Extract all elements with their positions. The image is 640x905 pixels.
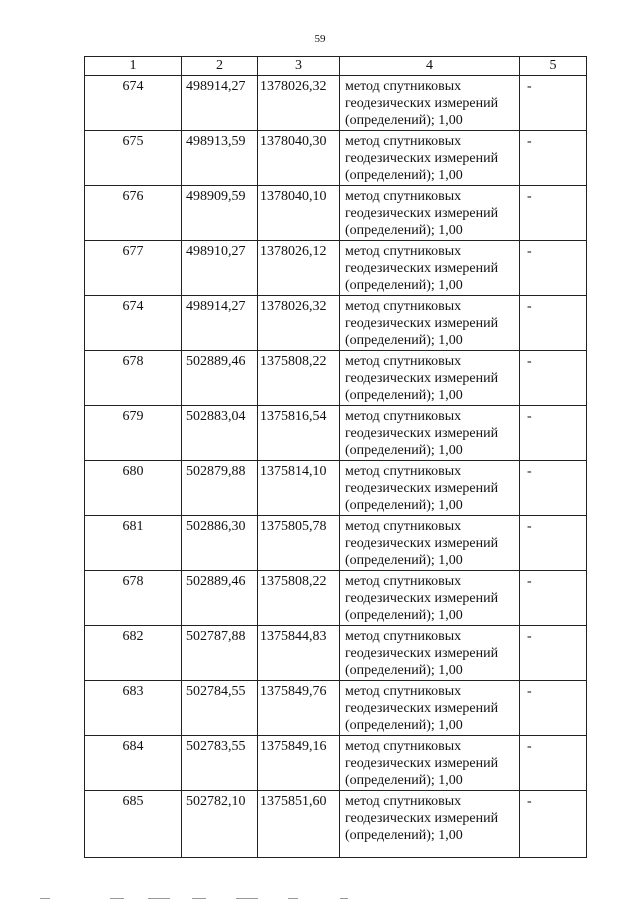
point-number-cell: 678 [85,351,182,406]
table-row [85,626,587,681]
method-text-line: (определений); 1,00 [345,113,463,128]
y-coordinate-cell: 1375808,22 [258,571,340,626]
table-row [85,241,587,296]
method-cell [340,516,520,571]
note-cell: - [520,461,587,516]
method-text-line: (определений); 1,00 [345,168,463,183]
method-text-line: метод спутниковых [345,574,462,589]
table-row [85,571,587,626]
method-text-line: геодезических измерений [345,701,499,716]
y-coordinate-cell: 1375816,54 [258,406,340,461]
method-cell [340,296,520,351]
method-text-line: (определений); 1,00 [345,718,463,733]
note-cell: - [520,131,587,186]
method-text-line: метод спутниковых [345,79,462,94]
x-coordinate-cell: 502889,46 [182,571,258,626]
method-text-line: геодезических измерений [345,591,499,606]
method-text-line: геодезических измерений [345,316,499,331]
column-header-2: 2 [182,57,258,76]
y-coordinate-cell: 1375814,10 [258,461,340,516]
x-coordinate-cell: 498910,27 [182,241,258,296]
page-number: 59 [314,33,326,45]
method-text-line: метод спутниковых [345,409,462,424]
x-coordinate-cell: 502879,88 [182,461,258,516]
method-text-line: геодезических измерений [345,646,499,661]
table-row [85,681,587,736]
method-cell [340,186,520,241]
y-coordinate-cell: 1375849,76 [258,681,340,736]
x-coordinate-cell: 502783,55 [182,736,258,791]
table-row [85,406,587,461]
x-coordinate-cell: 498913,59 [182,131,258,186]
method-text-line: (определений); 1,00 [345,553,463,568]
point-number-cell: 684 [85,736,182,791]
method-cell [340,736,520,791]
method-cell [340,571,520,626]
x-coordinate-cell: 502782,10 [182,791,258,858]
method-cell [340,351,520,406]
column-header-4: 4 [340,57,520,76]
y-coordinate-cell: 1378026,32 [258,296,340,351]
note-cell: - [520,406,587,461]
note-cell: - [520,791,587,858]
point-number-cell: 680 [85,461,182,516]
table-row [85,791,587,858]
column-header-5: 5 [520,57,587,76]
point-number-cell: 675 [85,131,182,186]
table-row [85,131,587,186]
method-text-line: метод спутниковых [345,354,462,369]
method-text-line: (определений); 1,00 [345,498,463,513]
note-cell: - [520,241,587,296]
y-coordinate-cell: 1375849,16 [258,736,340,791]
table-header-row [85,57,587,76]
method-text-line: (определений); 1,00 [345,443,463,458]
note-cell: - [520,186,587,241]
method-text-line: метод спутниковых [345,739,462,754]
method-cell [340,76,520,131]
y-coordinate-cell: 1378026,12 [258,241,340,296]
method-text-line: геодезических измерений [345,426,499,441]
method-text-line: метод спутниковых [345,244,462,259]
x-coordinate-cell: 498909,59 [182,186,258,241]
method-text-line: (определений); 1,00 [345,663,463,678]
method-text-line: метод спутниковых [345,684,462,699]
y-coordinate-cell: 1378026,32 [258,76,340,131]
point-number-cell: 682 [85,626,182,681]
table-row [85,186,587,241]
table-row [85,736,587,791]
point-number-cell: 681 [85,516,182,571]
note-cell: - [520,351,587,406]
x-coordinate-cell: 502787,88 [182,626,258,681]
table-row [85,351,587,406]
method-cell [340,791,520,858]
y-coordinate-cell: 1375844,83 [258,626,340,681]
method-text-line: метод спутниковых [345,464,462,479]
method-text-line: метод спутниковых [345,629,462,644]
method-text-line: (определений); 1,00 [345,773,463,788]
x-coordinate-cell: 498914,27 [182,296,258,351]
y-coordinate-cell: 1378040,30 [258,131,340,186]
method-text-line: геодезических измерений [345,811,499,826]
x-coordinate-cell: 498914,27 [182,76,258,131]
table-row [85,296,587,351]
method-cell [340,406,520,461]
point-number-cell: 678 [85,571,182,626]
note-cell: - [520,626,587,681]
x-coordinate-cell: 502883,04 [182,406,258,461]
y-coordinate-cell: 1375808,22 [258,351,340,406]
column-header-1: 1 [85,57,182,76]
point-number-cell: 677 [85,241,182,296]
point-number-cell: 679 [85,406,182,461]
x-coordinate-cell: 502784,55 [182,681,258,736]
table-row [85,76,587,131]
method-cell [340,131,520,186]
note-cell: - [520,516,587,571]
table-row [85,461,587,516]
table-row [85,516,587,571]
point-number-cell: 676 [85,186,182,241]
y-coordinate-cell: 1375851,60 [258,791,340,858]
y-coordinate-cell: 1378040,10 [258,186,340,241]
method-text-line: (определений); 1,00 [345,828,463,843]
point-number-cell: 685 [85,791,182,858]
method-text-line: (определений); 1,00 [345,278,463,293]
method-text-line: геодезических измерений [345,206,499,221]
method-text-line: (определений); 1,00 [345,608,463,623]
method-text-line: метод спутниковых [345,189,462,204]
method-cell [340,461,520,516]
note-cell: - [520,571,587,626]
point-number-cell: 674 [85,76,182,131]
method-text-line: геодезических измерений [345,261,499,276]
method-text-line: метод спутниковых [345,794,462,809]
x-coordinate-cell: 502889,46 [182,351,258,406]
method-text-line: (определений); 1,00 [345,333,463,348]
point-number-cell: 683 [85,681,182,736]
note-cell: - [520,76,587,131]
x-coordinate-cell: 502886,30 [182,516,258,571]
note-cell: - [520,681,587,736]
method-text-line: геодезических измерений [345,151,499,166]
note-cell: - [520,296,587,351]
point-number-cell: 674 [85,296,182,351]
y-coordinate-cell: 1375805,78 [258,516,340,571]
method-text-line: метод спутниковых [345,134,462,149]
method-cell [340,681,520,736]
coordinates-table [84,56,587,858]
method-cell [340,241,520,296]
method-cell [340,626,520,681]
method-text-line: метод спутниковых [345,519,462,534]
method-text-line: геодезических измерений [345,756,499,771]
method-text-line: геодезических измерений [345,371,499,386]
method-text-line: метод спутниковых [345,299,462,314]
method-text-line: геодезических измерений [345,96,499,111]
column-header-3: 3 [258,57,340,76]
note-cell: - [520,736,587,791]
method-text-line: (определений); 1,00 [345,223,463,238]
method-text-line: геодезических измерений [345,481,499,496]
table-body [85,76,587,858]
scan-artifact-marks [40,898,600,902]
method-text-line: (определений); 1,00 [345,388,463,403]
method-text-line: геодезических измерений [345,536,499,551]
